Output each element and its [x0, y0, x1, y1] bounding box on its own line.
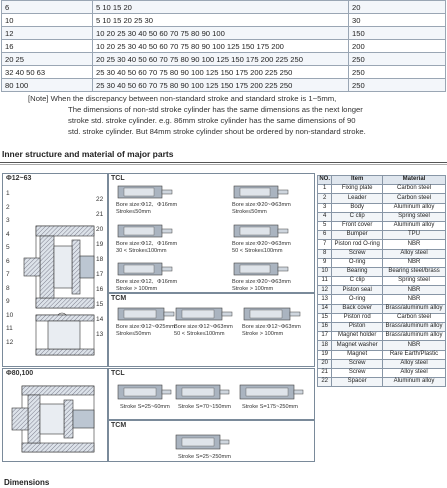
tcl-label: TCL — [111, 370, 125, 377]
material-row — [318, 212, 446, 221]
material-item: Piston rod — [332, 313, 383, 322]
material-no: 13 — [318, 295, 332, 304]
cylinder-caption — [232, 241, 291, 255]
cylinder-caption — [242, 324, 301, 338]
stroke-cell-strokes: 20 25 30 40 50 60 70 75 80 90 100 125 150 175 200 225 250 — [93, 53, 349, 66]
material-name: NBR — [383, 258, 446, 267]
material-row — [318, 185, 446, 194]
stroke-cell-bore: 6 — [2, 1, 93, 14]
stroke-cell-max: 200 — [349, 40, 446, 53]
material-row — [318, 203, 446, 212]
callout-number: 22 — [96, 196, 104, 203]
callout-number: 2 — [6, 203, 10, 211]
cylinder-caption: Stroke S=70~150mm — [178, 404, 231, 410]
small-bore-label: Φ12~63 — [6, 175, 32, 182]
cylinder-icon — [232, 260, 290, 278]
callout-number: 4 — [6, 230, 10, 238]
callout-number: 10 — [6, 311, 14, 319]
cylinder-caption — [116, 202, 177, 216]
dimensions-heading: Dimensions — [4, 478, 50, 487]
material-item: Fixing plate — [332, 185, 383, 194]
material-name: Carbon steel — [383, 185, 446, 194]
material-no: 17 — [318, 332, 332, 341]
tcm-label: TCM — [111, 422, 127, 429]
material-name: Carbon steel — [383, 194, 446, 203]
stroke-cell-bore: 12 — [2, 27, 93, 40]
caption-line: 50 < Stroke≤100mm — [174, 331, 225, 337]
stroke-cell-max: 30 — [349, 14, 446, 27]
material-no: 6 — [318, 231, 332, 240]
material-no: 1 — [318, 185, 332, 194]
caption-line: Bore size:Φ12~Φ63mm — [174, 324, 233, 330]
materials-table — [317, 175, 446, 387]
cylinder-icon — [174, 305, 234, 323]
material-row — [318, 332, 446, 341]
stroke-cell-strokes: 5 10 15 20 — [93, 1, 349, 14]
material-name: Alloy steel — [383, 359, 446, 368]
cylinder-icon — [174, 382, 230, 402]
material-item: Piston rod O-ring — [332, 240, 383, 249]
large-bore-section — [12, 386, 94, 452]
material-name: Aluminum alloy — [383, 203, 446, 212]
material-item: Bearing — [332, 267, 383, 276]
material-row — [318, 277, 446, 286]
material-item: O-ring — [332, 258, 383, 267]
cylinder-caption — [116, 241, 177, 255]
callout-number: 19 — [96, 241, 104, 248]
material-name: Aluminum alloy — [383, 378, 446, 387]
material-no: 3 — [318, 203, 332, 212]
material-no: 15 — [318, 313, 332, 322]
material-no: 10 — [318, 267, 332, 276]
material-no: 11 — [318, 277, 332, 286]
col-material: Material — [383, 176, 446, 185]
cylinder-icon — [232, 183, 290, 201]
caption-line: Stroke≤50mm — [116, 209, 151, 215]
callout-number: 14 — [96, 316, 104, 323]
stroke-cell-strokes: 25 30 40 50 60 70 75 80 90 100 125 150 175 200 225 250 — [93, 66, 349, 79]
material-name: Spring steel — [383, 212, 446, 221]
callout-number: 5 — [6, 244, 10, 251]
material-item: Magnet washer — [332, 341, 383, 350]
cylinder-icon — [116, 222, 174, 240]
material-item: Body — [332, 203, 383, 212]
stroke-cell-bore: 80 100 — [2, 79, 93, 92]
material-row — [318, 240, 446, 249]
material-row — [318, 194, 446, 203]
cylinder-caption: Stroke S=25~60mm — [120, 404, 170, 410]
material-name: Carbon steel — [383, 313, 446, 322]
material-no: 9 — [318, 258, 332, 267]
caption-line: Stroke > 100mm — [116, 286, 158, 292]
callout-number: 16 — [96, 286, 104, 293]
callout-number: 3 — [6, 217, 10, 224]
cylinder-icon — [242, 305, 302, 323]
material-row — [318, 341, 446, 350]
material-no: 8 — [318, 249, 332, 258]
material-row — [318, 359, 446, 368]
material-name: NBR — [383, 295, 446, 304]
material-row — [318, 267, 446, 276]
material-item: Spacer — [332, 378, 383, 387]
material-name: Bearing steel/brass — [383, 267, 446, 276]
callout-number: 9 — [6, 298, 10, 305]
cylinder-caption — [116, 324, 175, 338]
callout-number: 12 — [6, 338, 14, 346]
callout-number: 18 — [96, 256, 104, 263]
stroke-cell-strokes: 5 10 15 20 25 30 — [93, 14, 349, 27]
callout-number: 13 — [96, 331, 104, 338]
section-title: Inner structure and material of major parts — [2, 149, 174, 159]
material-no: 5 — [318, 221, 332, 230]
stroke-cell-max: 250 — [349, 66, 446, 79]
cylinder-caption — [174, 324, 233, 338]
material-no: 22 — [318, 378, 332, 387]
caption-line: 50 < Stroke≤100mm — [232, 248, 283, 254]
caption-line: 30 < Stroke≤100mm — [116, 248, 167, 254]
material-row — [318, 231, 446, 240]
callout-number: 7 — [6, 271, 10, 278]
cylinder-icon — [174, 432, 230, 452]
material-no: 14 — [318, 304, 332, 313]
material-no: 18 — [318, 341, 332, 350]
caption-line: Bore size:Φ20~Φ63mm — [232, 202, 291, 208]
caption-line: Stroke≤50mm — [116, 331, 151, 337]
callout-number: 6 — [6, 257, 10, 265]
stroke-cell-bore: 16 — [2, 40, 93, 53]
callout-number: 15 — [96, 301, 104, 308]
material-name: Brass/aluminum alloy — [383, 323, 446, 332]
material-row — [318, 304, 446, 313]
stroke-cell-strokes: 10 20 25 30 40 50 60 70 75 80 90 100 125 150 175 200 — [93, 40, 349, 53]
caption-line: Bore size:Φ12、Φ16mm — [116, 241, 178, 247]
stroke-cell-bore: 32 40 50 63 — [2, 66, 93, 79]
caption-line: Stroke≤50mm — [232, 209, 267, 215]
material-item: O-ring — [332, 295, 383, 304]
material-no: 7 — [318, 240, 332, 249]
callout-number: 11 — [6, 325, 13, 332]
stroke-cell-max: 250 — [349, 53, 446, 66]
cylinder-caption: Stroke S=175~250mm — [242, 404, 298, 410]
material-row — [318, 221, 446, 230]
note-line: [Note] When the discrepancy between non-standard stroke and standard stroke is 1~5mm, — [28, 94, 337, 103]
material-row — [318, 350, 446, 359]
material-no: 19 — [318, 350, 332, 359]
material-no: 16 — [318, 323, 332, 332]
material-item: C clip — [332, 277, 383, 286]
cylinder-icon — [116, 183, 174, 201]
caption-line: Bore size:Φ12、Φ16mm — [116, 202, 178, 208]
col-no: NO. — [318, 176, 332, 185]
material-name: Brass/aluminum alloy — [383, 304, 446, 313]
material-no: 4 — [318, 212, 332, 221]
material-item: Screw — [332, 368, 383, 377]
cylinder-icon — [238, 382, 304, 402]
cylinder-caption — [232, 279, 291, 293]
callout-number: 8 — [6, 284, 10, 292]
note-line: stroke std. stroke cylinder. e.g. 86mm stroke cylinder has the same dimensions of 90 — [68, 116, 356, 125]
material-row — [318, 368, 446, 377]
caption-line: Bore size:Φ12~Φ25mm — [116, 324, 175, 330]
material-name: Spring steel — [383, 277, 446, 286]
material-item: Leader — [332, 194, 383, 203]
caption-line: Bore size:Φ12、Φ16mm — [116, 279, 178, 285]
callout-number: 17 — [96, 271, 104, 278]
cylinder-caption: Stroke S=25~250mm — [178, 454, 231, 460]
stroke-cell-strokes: 25 30 40 50 60 70 75 80 90 100 125 150 175 200 225 250 — [93, 79, 349, 92]
caption-line: Bore size:Φ12~Φ63mm — [242, 324, 301, 330]
material-item: Front cover — [332, 221, 383, 230]
material-name: NBR — [383, 286, 446, 295]
callout-number: 20 — [96, 226, 104, 233]
material-item: Bumper — [332, 231, 383, 240]
tcm-label: TCM — [111, 295, 127, 302]
material-no: 2 — [318, 194, 332, 203]
stroke-cell-bore: 20 25 — [2, 53, 93, 66]
material-no: 21 — [318, 368, 332, 377]
caption-line: Stroke > 100mm — [242, 331, 284, 337]
small-bore-section — [24, 226, 94, 355]
material-name: Alloy steel — [383, 249, 446, 258]
stroke-cell-max: 150 — [349, 27, 446, 40]
material-item: Magnet holder — [332, 332, 383, 341]
cylinder-icon — [116, 305, 176, 323]
material-no: 12 — [318, 286, 332, 295]
material-row — [318, 249, 446, 258]
material-no: 20 — [318, 359, 332, 368]
material-name: TPU — [383, 231, 446, 240]
large-bore-label: Φ80,100 — [6, 370, 34, 377]
note-line: The dimensions of non-std stroke cylinder has the same dimensions as the next longer — [68, 105, 363, 114]
caption-line: Bore size:Φ20~Φ63mm — [232, 241, 291, 247]
material-row — [318, 286, 446, 295]
material-name: Aluminum alloy — [383, 221, 446, 230]
material-row — [318, 313, 446, 322]
cylinder-icon — [116, 382, 172, 402]
material-row — [318, 258, 446, 267]
material-item: Screw — [332, 249, 383, 258]
material-name: NBR — [383, 240, 446, 249]
material-row — [318, 323, 446, 332]
material-name: Alloy steel — [383, 368, 446, 377]
material-item: Screw — [332, 359, 383, 368]
cylinder-icon — [232, 222, 290, 240]
stroke-cell-max: 250 — [349, 79, 446, 92]
material-name: Rare Earth/Plastic — [383, 350, 446, 359]
callout-number: 1 — [6, 190, 10, 197]
material-row — [318, 378, 446, 387]
caption-line: Stroke > 100mm — [232, 286, 274, 292]
tcl-label: TCL — [111, 175, 125, 182]
note-line: std. stroke cylinder. But 84mm stroke cylinder shout be ordered by non-standard stroke. — [68, 127, 366, 136]
stroke-cell-strokes: 10 20 25 30 40 50 60 70 75 80 90 100 — [93, 27, 349, 40]
cylinder-caption — [116, 279, 177, 293]
material-item: C clip — [332, 212, 383, 221]
cylinder-caption — [232, 202, 291, 216]
material-item: Piston — [332, 323, 383, 332]
material-item: Back cover — [332, 304, 383, 313]
col-item: Item — [332, 176, 383, 185]
material-name: NBR — [383, 341, 446, 350]
stroke-cell-max: 20 — [349, 1, 446, 14]
stroke-cell-bore: 10 — [2, 14, 93, 27]
caption-line: Bore size:Φ20~Φ63mm — [232, 279, 291, 285]
material-name: Brass/aluminum alloy — [383, 332, 446, 341]
material-item: Piston seal — [332, 286, 383, 295]
material-item: Magnet — [332, 350, 383, 359]
cylinder-icon — [116, 260, 174, 278]
callout-number: 21 — [96, 211, 104, 218]
material-row — [318, 295, 446, 304]
